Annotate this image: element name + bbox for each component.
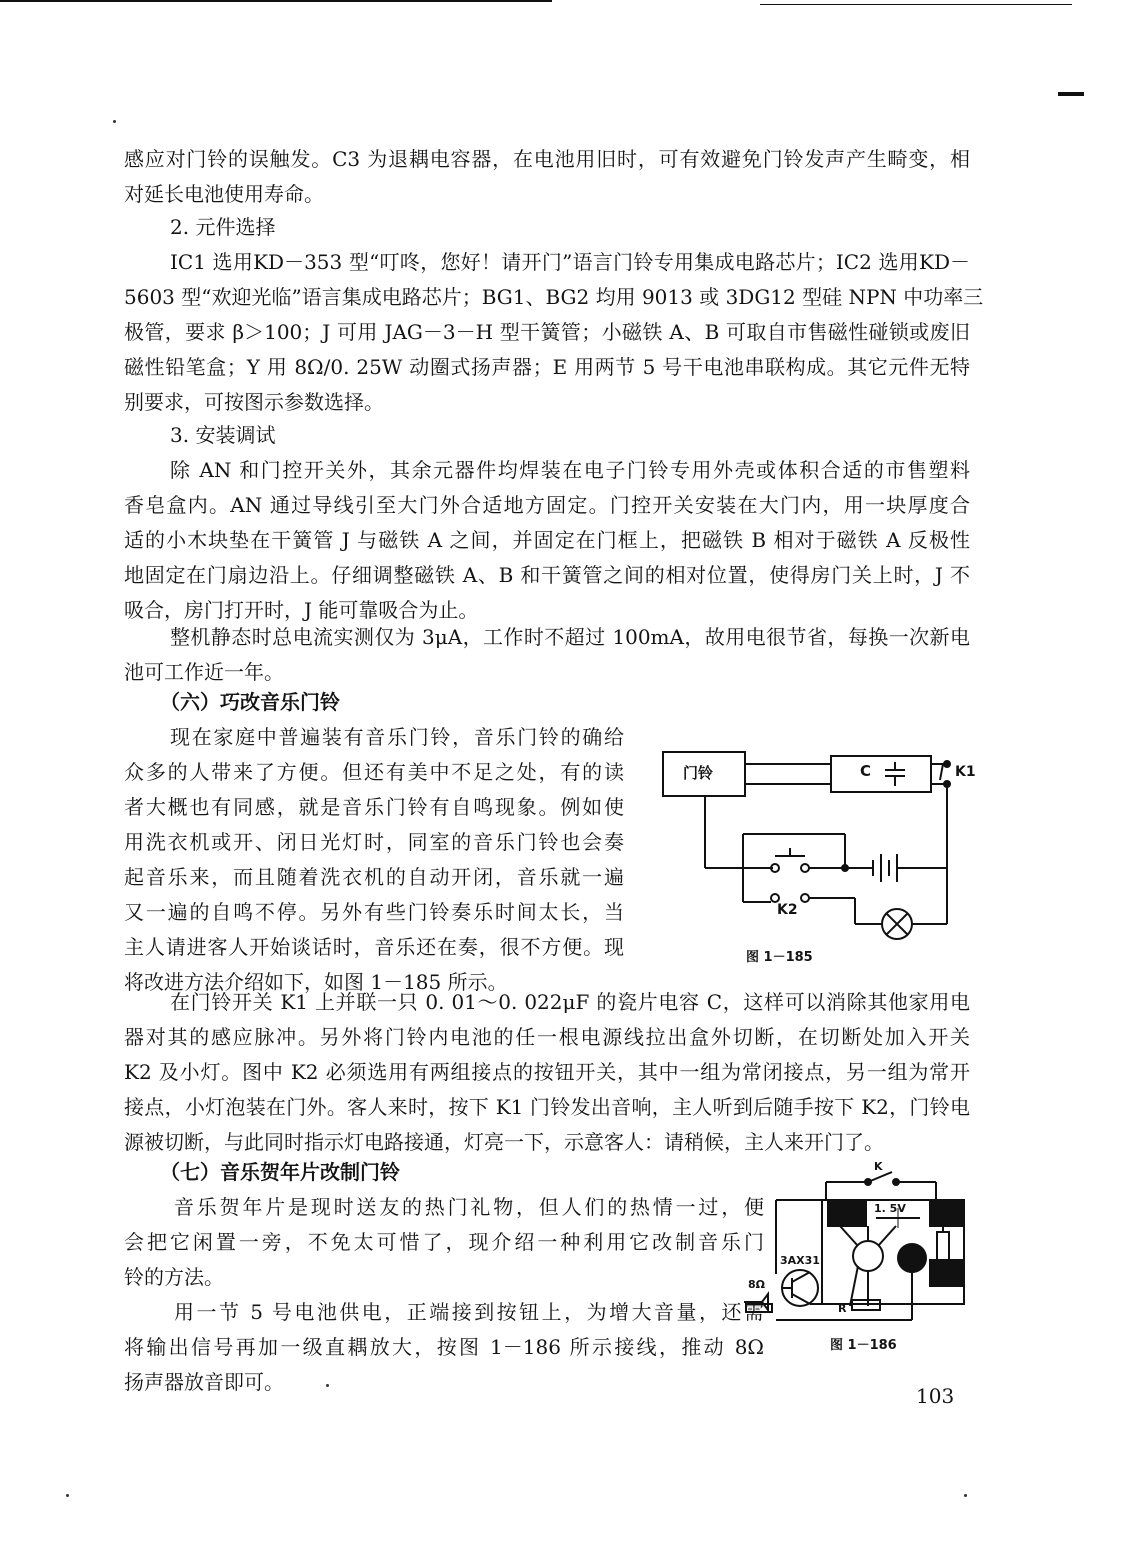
text-line: 铃的方法。 bbox=[124, 1265, 224, 1289]
text-line: 池可工作近一年。 bbox=[124, 660, 284, 684]
text-line: 接点，小灯泡装在门外。客人来时，按下 K1 门铃发出音响，主人听到后随手按下 K2，门铃电 bbox=[124, 1095, 970, 1119]
circuit-diagram-fig-185 bbox=[655, 742, 975, 942]
text-line: 5603 型“欢迎光临”语言集成电路芯片；BG1、BG2 均用 9013 或 3DG12 型硅 NPN 中功率三 bbox=[124, 285, 984, 309]
scan-speck bbox=[326, 1384, 329, 1387]
scan-top-line bbox=[0, 0, 552, 2]
text-line: 起音乐来，而且随着洗衣机的自动开闭，音乐就一遍 bbox=[124, 865, 624, 889]
scan-speck bbox=[66, 1494, 69, 1497]
text-line: 极管，要求 β＞100；J 可用 JAG－3－H 型干簧管；小磁铁 A、B 可取自市售磁性碰锁或废旧 bbox=[124, 320, 970, 344]
section-heading-music-doorbell: （六）巧改音乐门铃 bbox=[160, 690, 340, 714]
text-line: 磁性铅笔盒；Y 用 8Ω/0. 25W 动圈式扬声器；E 用两节 5 号干电池串联构成。其它元件无特 bbox=[124, 355, 970, 379]
text-line: 别要求，可按图示参数选择。 bbox=[124, 390, 384, 414]
text-line: 在门铃开关 K1 上并联一只 0. 01～0. 022μF 的瓷片电容 C，这样可以消除其他家用电 bbox=[170, 990, 970, 1014]
text-line: IC1 选用KD－353 型“叮咚，您好！请开门”语言门铃专用集成电路芯片；IC2 选用KD－ bbox=[170, 250, 970, 274]
text-line: 源被切断，与此同时指示灯电路接通，灯亮一下，示意客人：请稍候，主人来开门了。 bbox=[124, 1130, 884, 1154]
switch-k1-label: K1 bbox=[955, 764, 976, 780]
text-line: 除 AN 和门控开关外，其余元器件均焊装在电子门铃专用外壳或体积合适的市售塑料 bbox=[170, 458, 970, 482]
battery-label: 1. 5V bbox=[874, 1202, 906, 1215]
scan-top-line-right bbox=[760, 4, 1072, 5]
text-line: 吸合，房门打开时，J 能可靠吸合为止。 bbox=[124, 598, 479, 622]
scan-edge-mark bbox=[1058, 92, 1084, 96]
text-line: 音乐贺年片是现时送友的热门礼物，但人们的热情一过，便 bbox=[174, 1195, 764, 1219]
text-line: 现在家庭中普遍装有音乐门铃，音乐门铃的确给 bbox=[170, 725, 624, 749]
text-line: 地固定在门扇边沿上。仔细调整磁铁 A、B 和干簧管之间的相对位置，使得房门关上时，J 不 bbox=[124, 563, 970, 587]
switch-k-label: K bbox=[874, 1160, 883, 1173]
text-line: 感应对门铃的误触发。C3 为退耦电容器，在电池用旧时，可有效避免门铃发声产生畸变，相 bbox=[124, 147, 970, 171]
text-line: 用一节 5 号电池供电，正端接到按钮上，为增大音量，还需 bbox=[174, 1300, 764, 1324]
text-line: 又一遍的自鸣不停。另外有些门铃奏乐时间太长，当 bbox=[124, 900, 624, 924]
text-line: 器对其的感应脉冲。另外将门铃内电池的任一根电源线拉出盒外切断，在切断处加入开关 bbox=[124, 1025, 970, 1049]
text-line: 者大概也有同感，就是音乐门铃有自鸣现象。例如使 bbox=[124, 795, 624, 819]
figure-caption-185: 图 1－185 bbox=[746, 950, 813, 965]
transistor-label: 3AX31 bbox=[780, 1254, 820, 1267]
scan-speck bbox=[964, 1494, 967, 1497]
text-line: 适的小木块垫在干簧管 J 与磁铁 A 之间，并固定在门框上，把磁铁 B 相对于磁铁 A 反极性 bbox=[124, 528, 970, 552]
text-line: 众多的人带来了方便。但还有美中不足之处，有的读 bbox=[124, 760, 624, 784]
figure-caption-186: 图 1－186 bbox=[830, 1338, 897, 1353]
section-heading-greeting-card: （七）音乐贺年片改制门铃 bbox=[160, 1160, 400, 1184]
text-line: 将输出信号再加一级直耦放大，按图 1－186 所示接线，推动 8Ω bbox=[124, 1335, 764, 1359]
doorbell-box-label: 门铃 bbox=[683, 764, 714, 782]
text-line: 整机静态时总电流实测仅为 3μA，工作时不超过 100mA，故用电很节省，每换一次新电 bbox=[170, 625, 970, 649]
text-line: 主人请进客人开始谈话时，音乐还在奏，很不方便。现 bbox=[124, 935, 624, 959]
text-line: 对延长电池使用寿命。 bbox=[124, 182, 324, 206]
text-line: 将改进方法介绍如下，如图 1－185 所示。 bbox=[124, 970, 508, 994]
section-heading-component-selection: 2. 元件选择 bbox=[170, 215, 276, 239]
text-line: 用洗衣机或开、闭日光灯时，同室的音乐门铃也会奏 bbox=[124, 830, 624, 854]
section-heading-installation: 3. 安装调试 bbox=[170, 423, 276, 447]
resistor-label: R bbox=[838, 1302, 847, 1315]
page-number: 103 bbox=[916, 1384, 955, 1408]
circuit-diagram-fig-186 bbox=[740, 1160, 980, 1330]
speaker-label: 8Ω bbox=[748, 1278, 766, 1291]
text-line: 香皂盒内。AN 通过导线引至大门外合适地方固定。门控开关安装在大门内，用一块厚度合 bbox=[124, 493, 970, 517]
capacitor-label: C bbox=[860, 762, 872, 780]
switch-k2-label: K2 bbox=[777, 902, 798, 918]
text-line: 扬声器放音即可。 bbox=[124, 1370, 284, 1394]
scan-speck bbox=[113, 120, 116, 123]
text-line: 会把它闲置一旁，不免太可惜了，现介绍一种利用它改制音乐门 bbox=[124, 1230, 764, 1254]
text-line: K2 及小灯。图中 K2 必须选用有两组接点的按钮开关，其中一组为常闭接点，另一组为常开 bbox=[124, 1060, 970, 1084]
